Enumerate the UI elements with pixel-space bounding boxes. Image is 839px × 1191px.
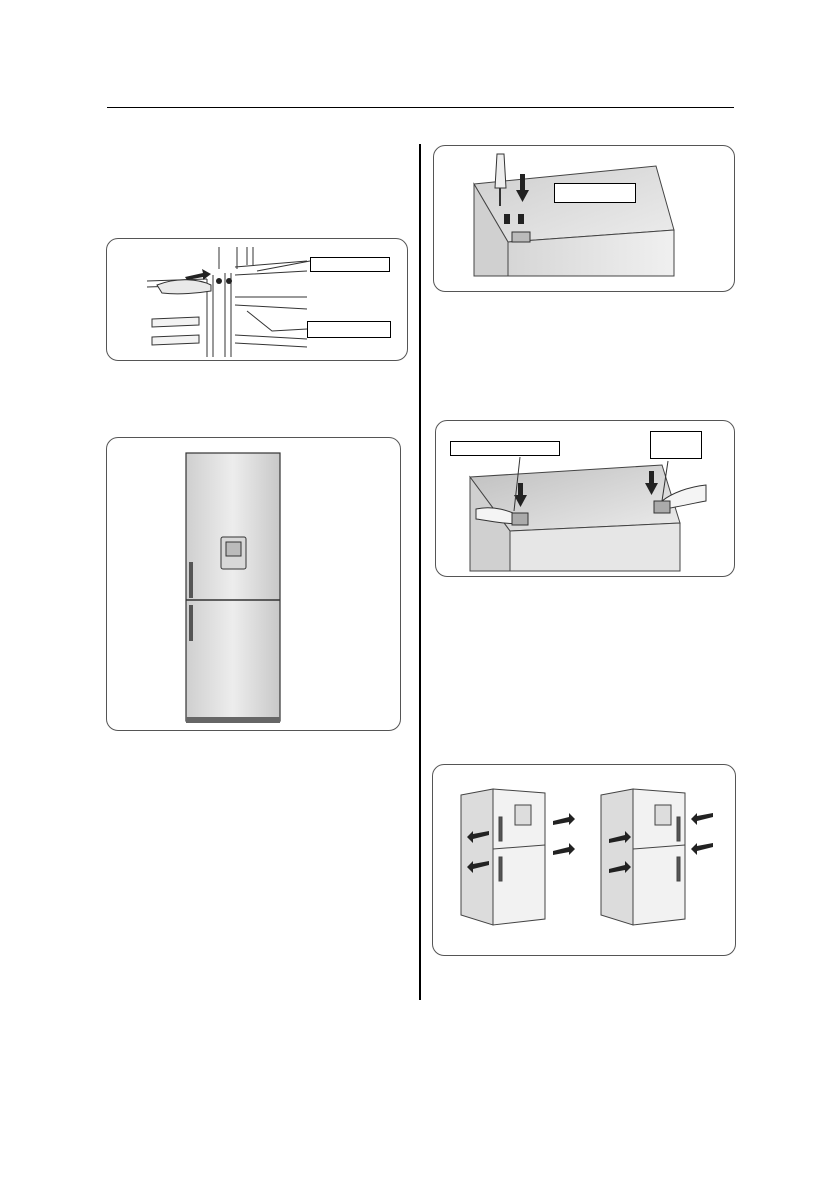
callout-label-box — [310, 257, 390, 272]
top-hinge-screw-figure — [433, 145, 735, 292]
hinge-cover-figure — [106, 238, 408, 361]
refrigerator-front-icon — [107, 438, 401, 731]
header-rule — [107, 107, 734, 108]
door-reversal-figure — [432, 764, 736, 956]
column-divider — [419, 144, 421, 1000]
callout-label-box — [450, 441, 560, 456]
screwdriver-top-hinge-icon — [434, 146, 735, 292]
callout-label-box — [554, 183, 636, 203]
callout-label-box — [650, 431, 702, 459]
fridge-front-figure — [106, 437, 401, 731]
top-cover-press-figure — [435, 420, 735, 577]
door-reversal-comparison-icon — [433, 765, 736, 956]
callout-label-box — [307, 321, 391, 338]
